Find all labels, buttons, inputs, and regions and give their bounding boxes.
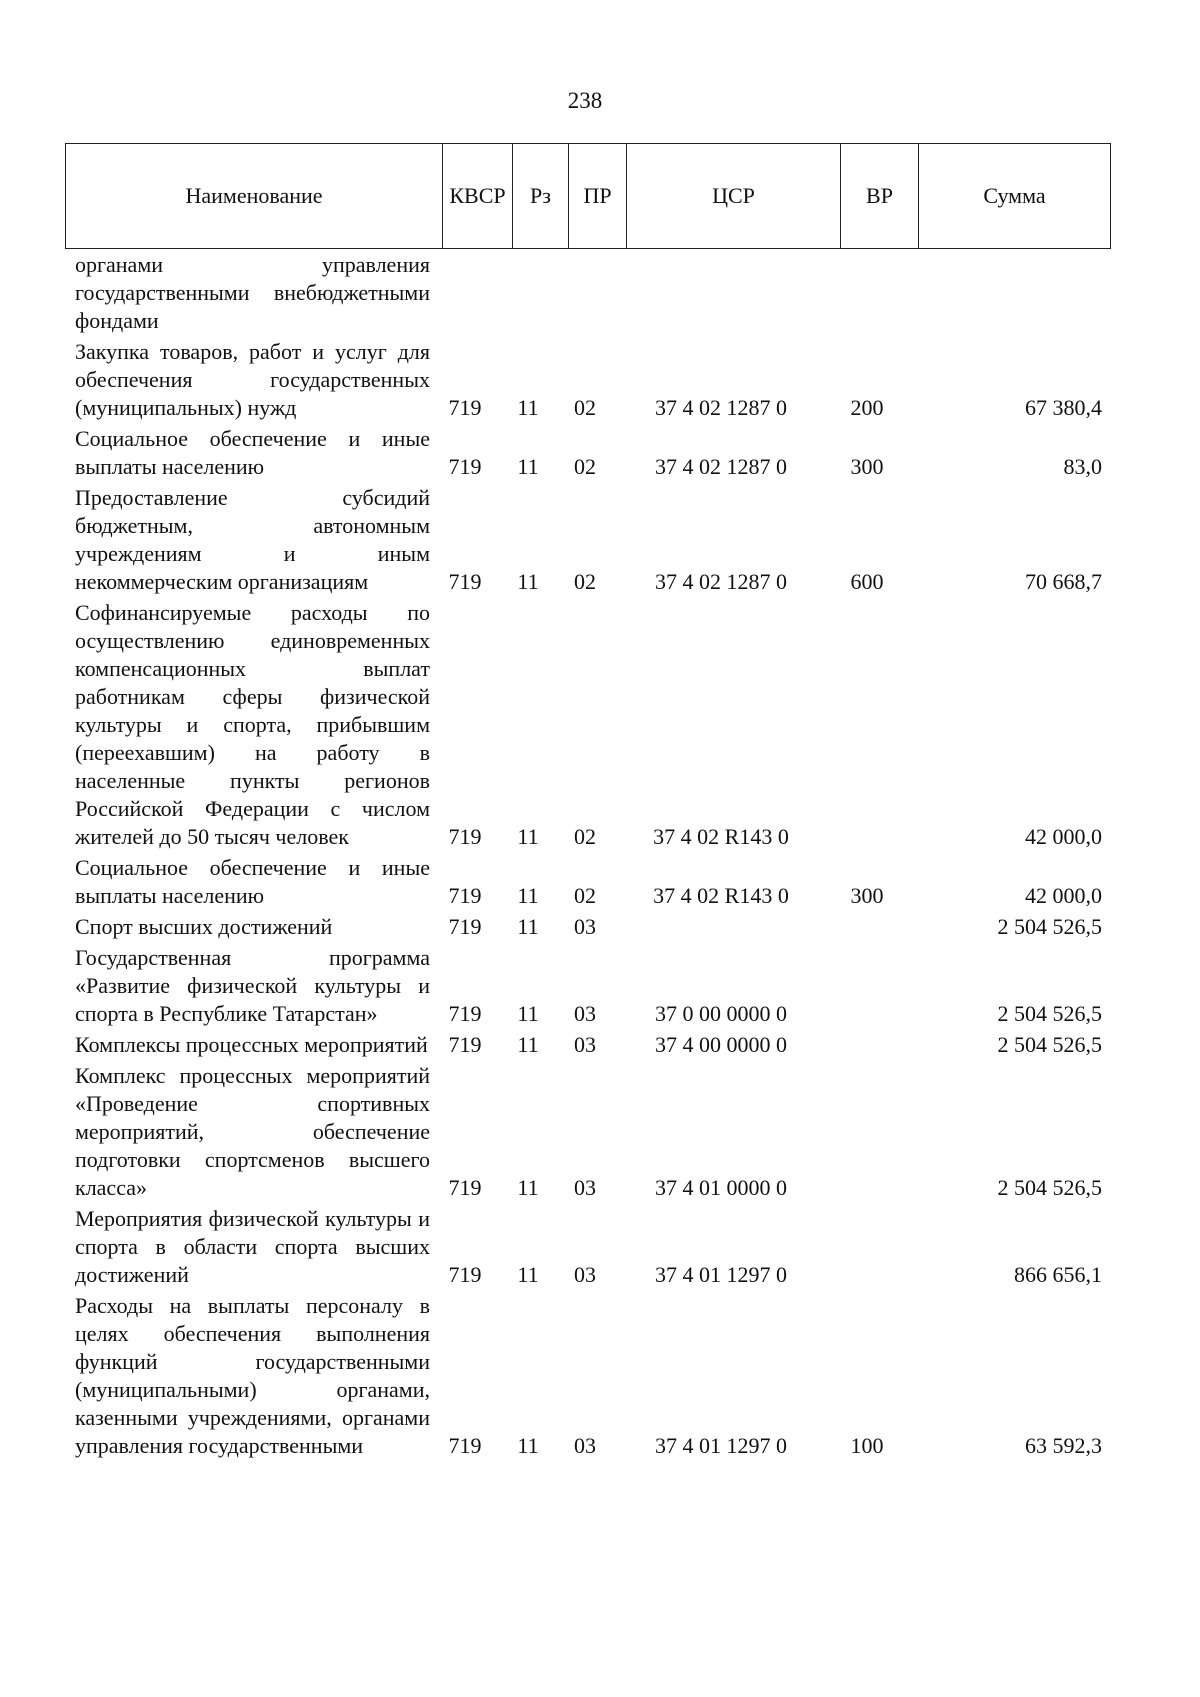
column-header-kvsr: КВСР bbox=[443, 144, 513, 249]
row-name: органами управления государственными внебюджетными фондами bbox=[75, 252, 430, 333]
row-pr: 03 bbox=[574, 1032, 596, 1057]
row-csr: 37 4 01 0000 0 bbox=[655, 1175, 787, 1200]
row-name: Социальное обеспечение и иные выплаты населению bbox=[75, 855, 430, 908]
row-kvsr: 719 bbox=[448, 824, 482, 849]
row-vr: 300 bbox=[850, 883, 884, 908]
column-header-csr: ЦСР bbox=[627, 144, 841, 249]
row-kvsr: 719 bbox=[448, 1262, 482, 1287]
row-sum: 2 504 526,5 bbox=[997, 1032, 1102, 1057]
row-name: Закупка товаров, работ и услуг для обеспечения государственных (муниципальных) нужд bbox=[75, 339, 430, 420]
table-row bbox=[65, 944, 1110, 1028]
table-row bbox=[65, 251, 1110, 335]
row-pr: 02 bbox=[574, 395, 596, 420]
row-pr: 03 bbox=[574, 1433, 596, 1458]
row-vr: 100 bbox=[850, 1433, 884, 1458]
row-pr: 03 bbox=[574, 1262, 596, 1287]
row-pr: 03 bbox=[574, 1001, 596, 1026]
table-row bbox=[65, 1292, 1110, 1460]
table-header bbox=[65, 143, 1111, 249]
row-vr: 600 bbox=[850, 569, 884, 594]
page-number: 238 bbox=[567, 88, 603, 113]
row-kvsr: 719 bbox=[448, 569, 482, 594]
column-header-name: Наименование bbox=[66, 144, 443, 249]
row-name: Предоставление субсидий бюджетным, автономным учреждениям и иным некоммерческим организациям bbox=[75, 485, 430, 594]
row-sum: 67 380,4 bbox=[1025, 395, 1102, 420]
row-vr: 300 bbox=[850, 454, 884, 479]
row-name: Социальное обеспечение и иные выплаты населению bbox=[75, 426, 430, 479]
table-row bbox=[65, 425, 1110, 481]
table-row bbox=[65, 599, 1110, 851]
row-kvsr: 719 bbox=[448, 883, 482, 908]
row-csr: 37 4 01 1297 0 bbox=[655, 1433, 787, 1458]
table-row bbox=[65, 1205, 1110, 1289]
row-rz: 11 bbox=[517, 914, 539, 939]
row-pr: 02 bbox=[574, 824, 596, 849]
row-rz: 11 bbox=[517, 569, 539, 594]
row-sum: 83,0 bbox=[1063, 454, 1102, 479]
row-csr: 37 4 02 R143 0 bbox=[653, 824, 789, 849]
column-header-vr: ВР bbox=[841, 144, 919, 249]
table-row bbox=[65, 338, 1110, 422]
table-row bbox=[65, 484, 1110, 596]
column-header-rz: Рз bbox=[513, 144, 569, 249]
row-name: Мероприятия физической культуры и спорта в области спорта высших достижений bbox=[75, 1206, 430, 1287]
row-sum: 2 504 526,5 bbox=[997, 1001, 1102, 1026]
row-kvsr: 719 bbox=[448, 1001, 482, 1026]
row-rz: 11 bbox=[517, 1032, 539, 1057]
row-sum: 42 000,0 bbox=[1025, 883, 1102, 908]
row-kvsr: 719 bbox=[448, 914, 482, 939]
row-csr: 37 4 02 1287 0 bbox=[655, 395, 787, 420]
row-pr: 03 bbox=[574, 914, 596, 939]
row-csr: 37 4 01 1297 0 bbox=[655, 1262, 787, 1287]
row-sum: 70 668,7 bbox=[1025, 569, 1102, 594]
row-name: Комплекс процессных мероприятий «Проведение спортивных мероприятий, обеспечение подготовки спортсменов высшего класса» bbox=[75, 1063, 430, 1200]
table-body bbox=[65, 251, 1110, 1463]
row-sum: 42 000,0 bbox=[1025, 824, 1102, 849]
row-name: Расходы на выплаты персоналу в целях обеспечения выполнения функций государственными (муниципальными) органами, казенными учреждениями, органами управления государственными bbox=[75, 1293, 430, 1458]
row-sum: 2 504 526,5 bbox=[997, 914, 1102, 939]
row-rz: 11 bbox=[517, 1262, 539, 1287]
row-name: Софинансируемые расходы по осуществлению единовременных компенсационных выплат работникам сферы физической культуры и спорта, прибывшим (переехавшим) на работу в населенные пункты регионов Российской Федерации с числом жителей до 50 тысяч человек bbox=[75, 600, 430, 849]
row-name: Комплексы процессных мероприятий bbox=[75, 1032, 428, 1057]
row-rz: 11 bbox=[517, 1175, 539, 1200]
row-rz: 11 bbox=[517, 883, 539, 908]
row-kvsr: 719 bbox=[448, 395, 482, 420]
row-rz: 11 bbox=[517, 454, 539, 479]
row-rz: 11 bbox=[517, 1433, 539, 1458]
row-pr: 02 bbox=[574, 569, 596, 594]
row-rz: 11 bbox=[517, 824, 539, 849]
row-kvsr: 719 bbox=[448, 454, 482, 479]
column-header-sum: Сумма bbox=[919, 144, 1111, 249]
table-row bbox=[65, 1062, 1110, 1202]
table-row bbox=[65, 1031, 1110, 1059]
row-rz: 11 bbox=[517, 1001, 539, 1026]
row-sum: 2 504 526,5 bbox=[997, 1175, 1102, 1200]
row-csr: 37 0 00 0000 0 bbox=[655, 1001, 787, 1026]
row-kvsr: 719 bbox=[448, 1032, 482, 1057]
row-vr: 200 bbox=[850, 395, 884, 420]
table-row bbox=[65, 854, 1110, 910]
row-csr: 37 4 00 0000 0 bbox=[655, 1032, 787, 1057]
row-csr: 37 4 02 1287 0 bbox=[655, 569, 787, 594]
row-sum: 866 656,1 bbox=[1014, 1262, 1102, 1287]
row-csr: 37 4 02 1287 0 bbox=[655, 454, 787, 479]
row-csr: 37 4 02 R143 0 bbox=[653, 883, 789, 908]
row-kvsr: 719 bbox=[448, 1175, 482, 1200]
row-name: Государственная программа «Развитие физической культуры и спорта в Республике Татарстан» bbox=[75, 945, 430, 1026]
row-name: Спорт высших достижений bbox=[75, 914, 333, 939]
row-pr: 02 bbox=[574, 883, 596, 908]
row-kvsr: 719 bbox=[448, 1433, 482, 1458]
row-rz: 11 bbox=[517, 395, 539, 420]
row-pr: 03 bbox=[574, 1175, 596, 1200]
column-header-pr: ПР bbox=[569, 144, 627, 249]
row-sum: 63 592,3 bbox=[1025, 1433, 1102, 1458]
row-pr: 02 bbox=[574, 454, 596, 479]
table-row bbox=[65, 913, 1110, 941]
